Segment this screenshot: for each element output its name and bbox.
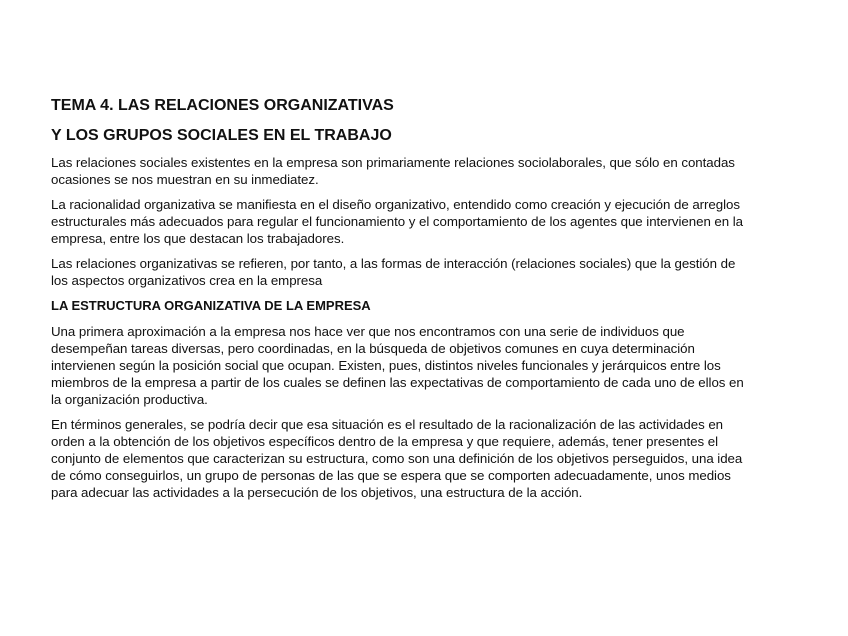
paragraph-section-2: En términos generales, se podría decir que esa situación es el resultado de la racionalización de las actividades en orden a la obtención de los objetivos específicos dentro de la empresa y que requiere, además, tener presentes el conjunto de elementos que caracterizan su estructura, como son una definición de los objetivos perseguidos, una idea de cómo conseguirlos, un grupo de personas de las que se espera que se comporten adecuadamente, unos medios para adecuar las actividades a la persecución de los objetivos, una estructura de la acción.	[51, 417, 743, 500]
section-heading: LA ESTRUCTURA ORGANIZATIVA DE LA EMPRESA	[51, 298, 371, 313]
paragraph-section-1: Una primera aproximación a la empresa nos hace ver que nos encontramos con una serie de individuos que desempeñan tareas diversas, pero coordinadas, en la búsqueda de objetivos comunes en cuya determinación intervienen según la posición social que ocupan. Existen, pues, distintos niveles funcionales y jerárquicos entre los miembros de la empresa a partir de los cuales se definen las expectativas de comportamiento de cada uno de ellos en la organización productiva.	[51, 324, 744, 407]
paragraph-intro-2: La racionalidad organizativa se manifiesta en el diseño organizativo, entendido como creación y ejecución de arreglos estructurales más adecuados para regular el funcionamiento y el comportamiento de los agentes que intervienen en la empresa, entre los que destacan los trabajadores.	[51, 197, 744, 246]
document-page	[51, 96, 751, 509]
paragraph-intro-3: Las relaciones organizativas se refieren, por tanto, a las formas de interacción (relaciones sociales) que la gestión de los aspectos organizativos crea en la empresa	[51, 256, 736, 288]
document-title-line-2: Y LOS GRUPOS SOCIALES EN EL TRABAJO	[51, 127, 392, 144]
paragraph-intro-1: Las relaciones sociales existentes en la empresa son primariamente relaciones sociolaborales, que sólo en contadas ocasiones se nos muestran en su inmediatez.	[51, 155, 735, 187]
document-title-line-1: TEMA 4. LAS RELACIONES ORGANIZATIVAS	[51, 97, 394, 114]
